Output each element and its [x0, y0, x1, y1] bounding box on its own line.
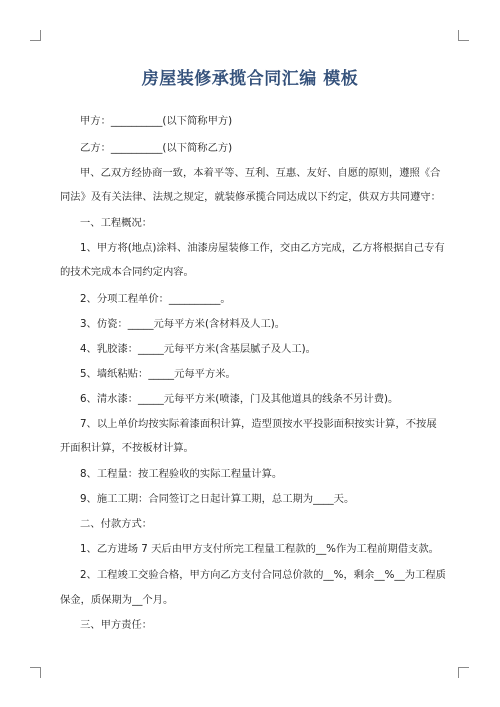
- section-1-heading: 一、工程概况：: [80, 217, 153, 229]
- item-2: 2、分项工程单价：__________。: [80, 293, 231, 305]
- item-1-line-2: 的技术完成本合同约定内容。: [60, 266, 194, 278]
- document-title: 房屋装修承揽合同汇编 模板: [141, 69, 359, 89]
- intro-line-1: 甲、乙双方经协商一致，本着平等、互利、互惠、友好、自愿的原则，遵照《合: [80, 167, 441, 179]
- item-5: 5、墙纸粘贴：_____元每平方米。: [80, 368, 236, 380]
- section-3-heading: 三、甲方责任：: [80, 619, 153, 631]
- payment-item-2-line-2: 保金，质保期为__个月。: [60, 594, 174, 606]
- item-1-line-1: 1、甲方将(地点)涂料、油漆房屋装修工作，交由乙方完成，乙方将根据自己专有: [80, 242, 445, 254]
- item-3: 3、仿瓷：_____元每平方米(含材料及人工)。: [80, 318, 286, 330]
- crop-mark-bottom-left: [30, 667, 41, 678]
- section-2-heading: 二、付款方式：: [80, 518, 153, 530]
- item-7-line-2: 开面积计算，不按板材计算。: [60, 442, 194, 454]
- item-9: 9、施工工期：合同签订之日起计算工期，总工期为____天。: [80, 493, 355, 505]
- payment-item-2-line-1: 2、工程竣工交验合格，甲方向乙方支付合同总价款的__%，剩余__%__为工程质: [80, 569, 446, 581]
- item-4: 4、乳胶漆：_____元每平方米(含基层腻子及人工)。: [80, 343, 316, 355]
- crop-mark-bottom-right: [458, 667, 469, 678]
- item-7-line-1: 7、以上单价均按实际着漆面积计算，造型顶按水平投影面积按实计算，不按展: [80, 418, 437, 430]
- crop-mark-top-right: [458, 30, 469, 41]
- party-b-line: 乙方：__________(以下简称乙方): [80, 142, 233, 154]
- party-a-line: 甲方：__________(以下简称甲方): [80, 115, 233, 127]
- item-6: 6、清水漆：_____元每平方米(喷漆，门及其他道具的线条不另计费)。: [80, 393, 399, 405]
- payment-item-1: 1、乙方进场 7 天后由甲方支付所完工程量工程款的__%作为工程前期借支款。: [80, 543, 439, 555]
- intro-line-2: 同法》及有关法律、法规之规定，就装修承揽合同达成以下约定，供双方共同遵守：: [60, 191, 441, 203]
- item-8: 8、工程量：按工程验收的实际工程量计算。: [80, 468, 283, 480]
- crop-mark-top-left: [30, 30, 41, 41]
